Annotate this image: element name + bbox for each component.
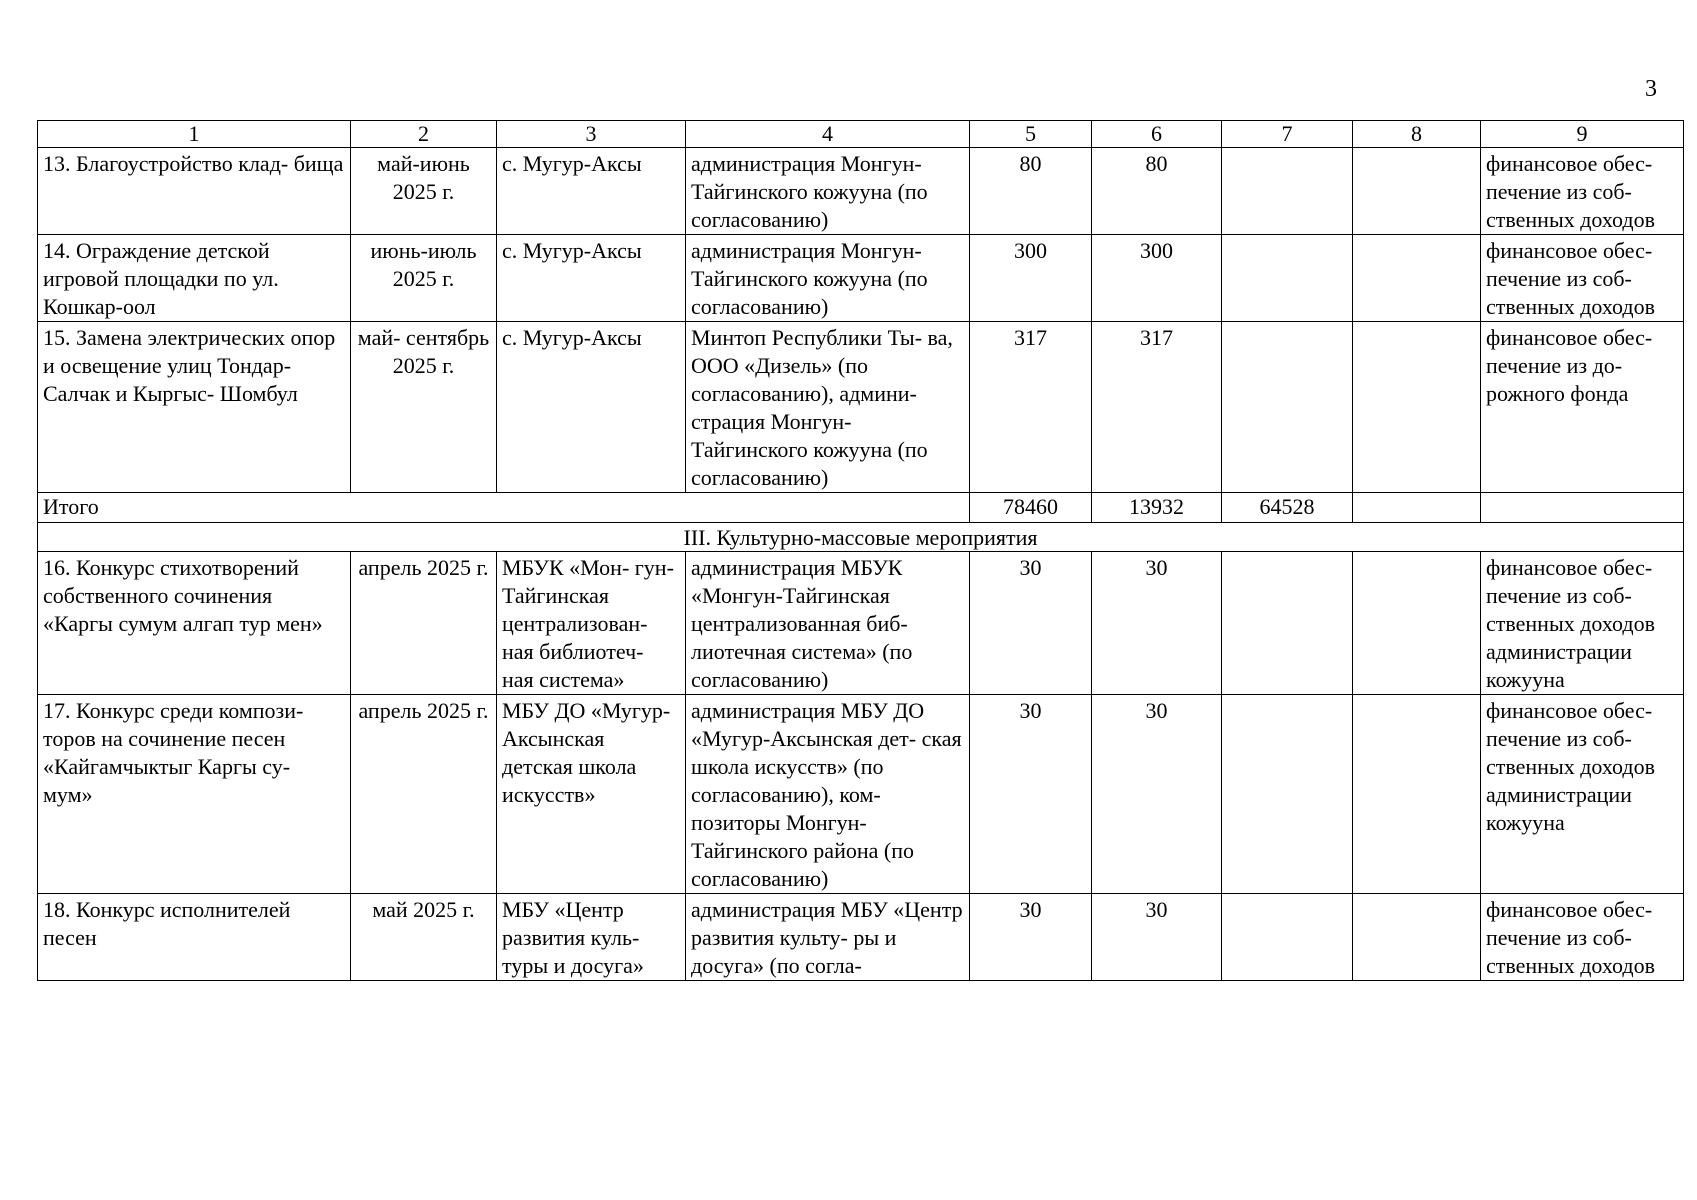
amount-total: 317 <box>970 322 1092 493</box>
amount-col6: 300 <box>1092 235 1222 322</box>
amount-col8 <box>1353 695 1481 894</box>
activity-responsible: администрация Монгун- Тайгинского кожууна (по согласованию) <box>686 148 970 235</box>
amount-col7 <box>1222 695 1353 894</box>
activity-name: 16. Конкурс стихотворений собственного сочинения «Каргы сумум алгап тур мен» <box>38 552 351 695</box>
activity-place: с. Мугур-Аксы <box>497 148 686 235</box>
page-number: 3 <box>1645 76 1657 102</box>
amount-col7 <box>1222 235 1353 322</box>
activity-name: 15. Замена электрических опор и освещение улиц Тондар-Салчак и Кыргыс- Шомбул <box>38 322 351 493</box>
column-header: 6 <box>1092 121 1222 148</box>
activity-name: 13. Благоустройство клад- бища <box>38 148 351 235</box>
activity-place: с. Мугур-Аксы <box>497 322 686 493</box>
activity-period: апрель 2025 г. <box>351 695 497 894</box>
activity-period: май- сентябрь 2025 г. <box>351 322 497 493</box>
funding-source: финансовое обес- печение из до- рожного фонда <box>1481 322 1684 493</box>
amount-col7 <box>1222 148 1353 235</box>
activity-responsible: администрация Монгун- Тайгинского кожууна (по согласованию) <box>686 235 970 322</box>
total-amount: 78460 <box>970 493 1092 523</box>
amount-col7 <box>1222 322 1353 493</box>
total-col8 <box>1353 493 1481 523</box>
total-col9 <box>1481 493 1684 523</box>
table-row <box>38 148 1684 235</box>
section-title: III. Культурно-массовые мероприятия <box>38 523 1684 552</box>
funding-source: финансовое обес- печение из соб- ственных доходов <box>1481 894 1684 981</box>
amount-col8 <box>1353 894 1481 981</box>
amount-col6: 80 <box>1092 148 1222 235</box>
amount-col6: 317 <box>1092 322 1222 493</box>
table-row <box>38 552 1684 695</box>
table-row <box>38 235 1684 322</box>
amount-total: 80 <box>970 148 1092 235</box>
column-header: 8 <box>1353 121 1481 148</box>
amount-col7 <box>1222 552 1353 695</box>
amount-col7 <box>1222 894 1353 981</box>
amount-col8 <box>1353 148 1481 235</box>
column-header: 1 <box>38 121 351 148</box>
activity-period: май-июнь 2025 г. <box>351 148 497 235</box>
column-header: 9 <box>1481 121 1684 148</box>
table-row <box>38 322 1684 493</box>
column-header: 5 <box>970 121 1092 148</box>
activity-period: май 2025 г. <box>351 894 497 981</box>
total-col6: 13932 <box>1092 493 1222 523</box>
amount-col8 <box>1353 552 1481 695</box>
amount-total: 30 <box>970 894 1092 981</box>
table-row <box>38 695 1684 894</box>
column-header: 7 <box>1222 121 1353 148</box>
activity-place: с. Мугур-Аксы <box>497 235 686 322</box>
amount-col6: 30 <box>1092 894 1222 981</box>
amount-col6: 30 <box>1092 552 1222 695</box>
activity-responsible: Минтоп Республики Ты- ва, ООО «Дизель» (по согласованию), админи- страция Монгун- Тайгинского кожууна (по согласованию) <box>686 322 970 493</box>
table-row <box>38 894 1684 981</box>
funding-source: финансовое обес- печение из соб- ственных доходов администрации кожууна <box>1481 552 1684 695</box>
activity-responsible: администрация МБУ ДО «Мугур-Аксынская дет- ская школа искусств» (по согласованию), ком- позиторы Монгун- Тайгинского района (по согласованию) <box>686 695 970 894</box>
column-header: 3 <box>497 121 686 148</box>
column-number-header <box>38 121 1684 148</box>
amount-col6: 30 <box>1092 695 1222 894</box>
activity-name: 18. Конкурс исполнителей песен <box>38 894 351 981</box>
section-row <box>38 523 1684 552</box>
amount-total: 30 <box>970 552 1092 695</box>
total-label: Итого <box>38 493 970 523</box>
funding-source: финансовое обес- печение из соб- ственных доходов <box>1481 148 1684 235</box>
activity-responsible: администрация МБУ «Центр развития культу- ры и досуга» (по согла- <box>686 894 970 981</box>
column-header: 4 <box>686 121 970 148</box>
activity-period: июнь-июль 2025 г. <box>351 235 497 322</box>
activities-table <box>37 120 1684 981</box>
activity-name: 14. Ограждение детской игровой площадки по ул. Кошкар-оол <box>38 235 351 322</box>
activity-responsible: администрация МБУК «Монгун-Тайгинская централизованная биб- лиотечная система» (по согласованию) <box>686 552 970 695</box>
total-col7: 64528 <box>1222 493 1353 523</box>
funding-source: финансовое обес- печение из соб- ственных доходов администрации кожууна <box>1481 695 1684 894</box>
activity-place: МБУ ДО «Мугур- Аксынская детская школа искусств» <box>497 695 686 894</box>
amount-col8 <box>1353 322 1481 493</box>
funding-source: финансовое обес- печение из соб- ственных доходов <box>1481 235 1684 322</box>
amount-total: 30 <box>970 695 1092 894</box>
activity-period: апрель 2025 г. <box>351 552 497 695</box>
activity-place: МБУ «Центр развития куль- туры и досуга» <box>497 894 686 981</box>
activity-place: МБУК «Мон- гун-Тайгинская централизован- ная библиотеч- ная система» <box>497 552 686 695</box>
column-header: 2 <box>351 121 497 148</box>
amount-col8 <box>1353 235 1481 322</box>
total-row <box>38 493 1684 523</box>
amount-total: 300 <box>970 235 1092 322</box>
activity-name: 17. Конкурс среди компози- торов на сочинение песен «Кайгамчыктыг Каргы су- мум» <box>38 695 351 894</box>
